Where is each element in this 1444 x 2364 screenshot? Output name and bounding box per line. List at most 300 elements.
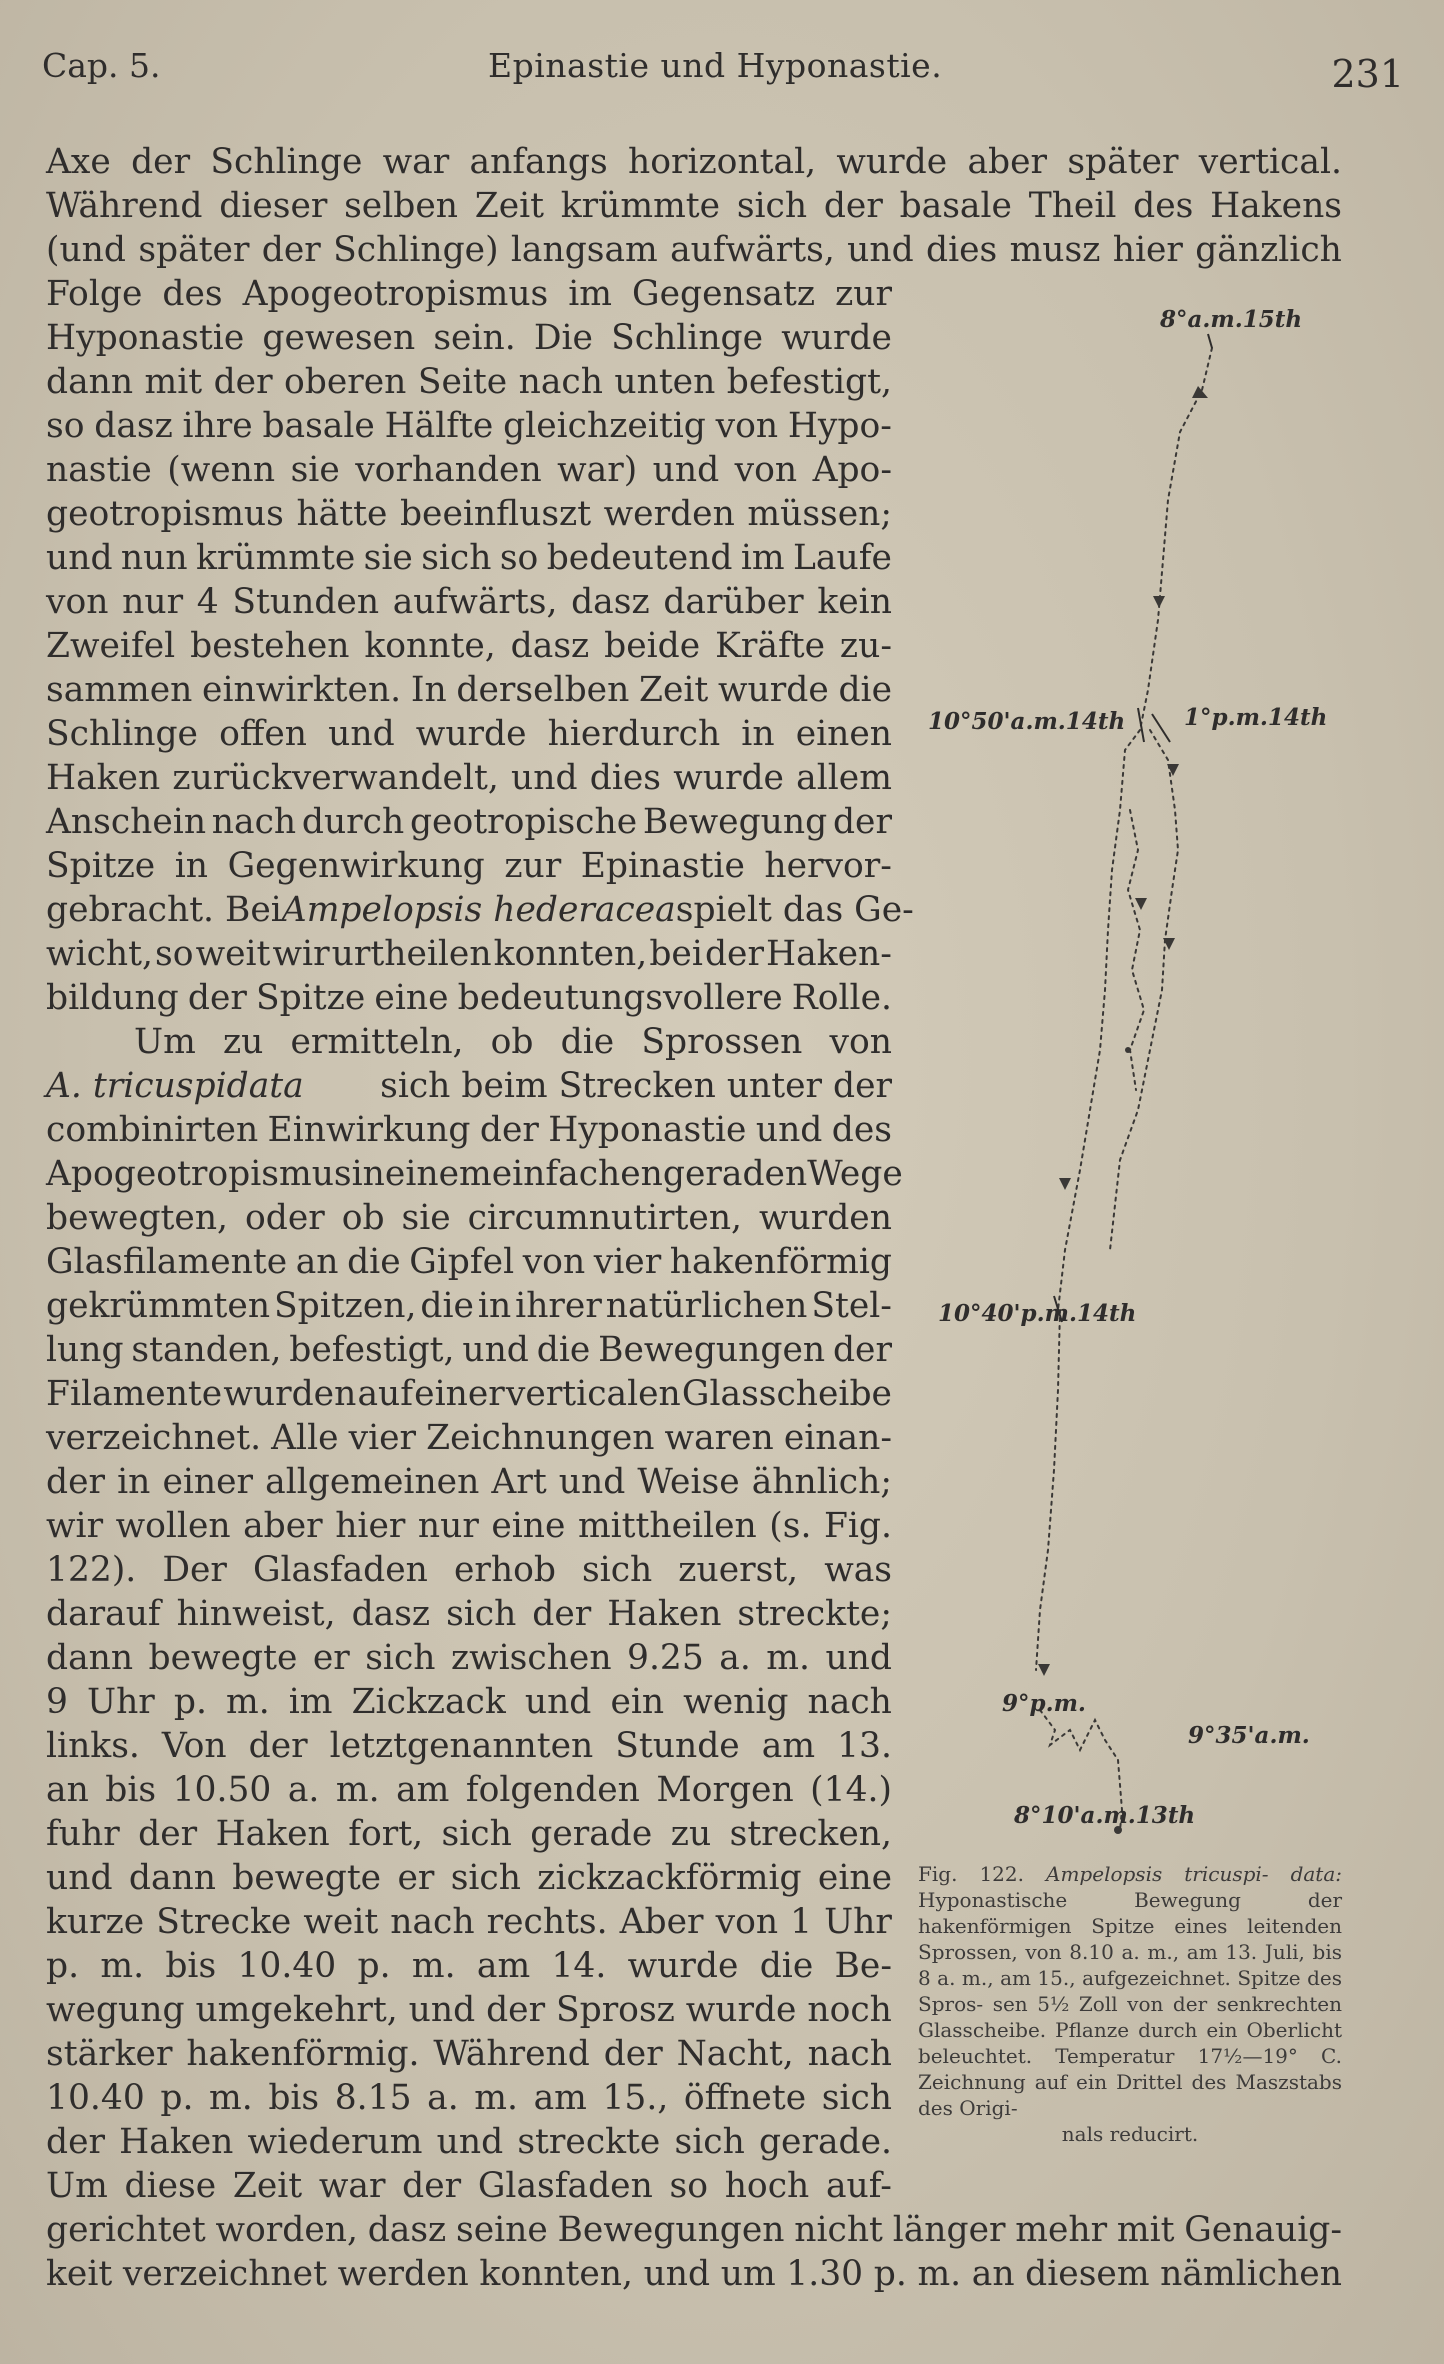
word: im — [288, 1682, 333, 1722]
word: wir — [272, 934, 330, 974]
word: hier — [335, 1506, 406, 1546]
word: die — [420, 1286, 474, 1326]
text-line — [46, 668, 892, 712]
word: Apo- — [812, 450, 892, 490]
word: Bewegung — [642, 802, 828, 842]
text-line — [46, 1680, 892, 1724]
word: allgemeinen — [265, 1462, 480, 1502]
word: standen, — [131, 1330, 282, 1370]
arrow-head — [1192, 386, 1208, 398]
trace-zigzag-14 — [1128, 810, 1144, 1090]
word: zuerst, — [678, 1550, 799, 1590]
word: darüber — [663, 582, 804, 622]
word: im — [568, 274, 613, 314]
arrow-head — [1153, 596, 1165, 608]
word: hoch — [724, 2166, 810, 2206]
caption-text: Drittel des Maszstabs des Origi- — [918, 2070, 1342, 2120]
word: bis — [105, 1770, 157, 1810]
word: bewegte — [148, 1638, 298, 1678]
trace-tick — [1208, 334, 1212, 348]
word: stärker — [46, 2034, 173, 2074]
caption-text: sen 5½ Zoll von der senkrechten — [992, 1992, 1343, 2016]
word: Stel- — [811, 1286, 892, 1326]
word: der — [832, 802, 892, 842]
text-line — [46, 1592, 892, 1636]
text-line — [46, 2076, 892, 2120]
word: (s. — [769, 1506, 812, 1546]
arrow-head — [1135, 898, 1147, 910]
word: hakenförmig. — [186, 2034, 420, 2074]
text-line — [46, 272, 892, 316]
word: und — [408, 1990, 476, 2030]
word: m. — [411, 1946, 456, 1986]
figure-caption — [918, 1861, 1342, 2147]
word: Schlinge — [210, 142, 363, 182]
word: oder — [244, 1198, 325, 1238]
word: was — [824, 1550, 892, 1590]
text-line — [46, 1372, 892, 1416]
word: streckte; — [737, 1594, 892, 1634]
word: sich — [450, 1858, 521, 1898]
word: bewegten, — [46, 1198, 229, 1238]
word: mit — [144, 362, 203, 402]
word: eine — [491, 1506, 566, 1546]
word: beide — [604, 626, 701, 666]
text-line — [46, 624, 892, 668]
word: Haken — [215, 1814, 330, 1854]
word: m. — [209, 2078, 253, 2118]
word: einer — [162, 1462, 254, 1502]
text-line — [46, 1460, 892, 1504]
word: Weise — [637, 1462, 740, 1502]
text-line — [46, 932, 892, 976]
word: Sprossen — [641, 1022, 803, 1062]
word: und — [436, 2122, 504, 2162]
word: gekrümmten — [46, 1286, 271, 1326]
word: die — [759, 1946, 814, 1986]
word: die — [347, 1242, 401, 1282]
text-line — [46, 536, 892, 580]
text-segment: gebracht. Bei — [46, 890, 282, 930]
trace-zigzag-13 — [1040, 1710, 1118, 1760]
word: keit — [46, 2254, 113, 2294]
word: ob — [341, 1198, 385, 1238]
word: 1.30 — [786, 2254, 864, 2294]
word: waren — [664, 1418, 774, 1458]
word: urtheilen — [331, 934, 492, 974]
word: in — [174, 846, 209, 886]
arrow-head — [1167, 764, 1179, 776]
word: einen — [795, 714, 892, 754]
word: oberen — [283, 362, 407, 402]
word: Spitze — [46, 846, 156, 886]
word: der — [261, 230, 321, 270]
word: mittheilen — [577, 1506, 757, 1546]
text-line — [46, 316, 892, 360]
word: 14. — [551, 1946, 607, 1986]
word: sich — [446, 1594, 517, 1634]
word: nach — [211, 802, 297, 842]
text-line — [46, 580, 892, 624]
text-line — [46, 844, 892, 888]
text-line — [46, 1196, 892, 1240]
word: Zeit — [474, 186, 545, 226]
word: der — [46, 1462, 105, 1502]
word: wurde — [836, 142, 948, 182]
word: der — [138, 1814, 198, 1854]
word: Zweifel — [46, 626, 176, 666]
word: Wege — [807, 1154, 903, 1194]
word: von — [715, 1902, 779, 1942]
word: Zeit — [639, 670, 709, 710]
word: Während — [46, 186, 203, 226]
word: Genauig- — [1184, 2210, 1342, 2250]
word: der — [46, 2122, 105, 2162]
word: nastie — [46, 450, 152, 490]
word: circumnutirten, — [467, 1198, 743, 1238]
word: 13. — [837, 1726, 892, 1766]
text-line — [46, 976, 892, 1020]
word: einan- — [783, 1418, 892, 1458]
word: Glasfaden — [252, 1550, 428, 1590]
word: sie — [363, 538, 413, 578]
word: Haken- — [766, 934, 892, 974]
word: Apogeotropismus — [242, 274, 549, 314]
word: darauf — [46, 1594, 161, 1634]
word: zur — [504, 846, 562, 886]
species-name: Ampelopsis hederacea — [281, 890, 676, 930]
word: eine — [817, 1858, 892, 1898]
text-line — [46, 1328, 892, 1372]
word: so — [155, 934, 194, 974]
word: bei — [649, 934, 703, 974]
text-line — [46, 492, 892, 536]
word: ähnlich; — [751, 1462, 892, 1502]
text-line — [46, 1240, 892, 1284]
text-line — [46, 184, 1342, 228]
word: nach — [390, 1902, 475, 1942]
word: hätte — [296, 494, 388, 534]
word: und — [558, 1462, 626, 1502]
word: rechts. — [486, 1902, 608, 1942]
word: Hakens — [1210, 186, 1342, 226]
word: Stunden — [232, 582, 380, 622]
word: krümmte — [560, 186, 721, 226]
word: ihrer — [515, 1286, 602, 1326]
word: an — [295, 1242, 339, 1282]
word: wir — [46, 1506, 104, 1546]
time-label-8am-15: 8°a.m.15th — [1160, 306, 1303, 333]
word: m. — [335, 1770, 380, 1810]
word: so — [499, 538, 539, 578]
word: bis — [165, 1946, 217, 1986]
word: sich — [736, 186, 808, 226]
word: geraden — [662, 1154, 808, 1194]
word: m. — [226, 1682, 270, 1722]
word: Epinastie — [580, 846, 745, 886]
text-line — [46, 1108, 892, 1152]
caption-text: am 13. Juli, bis 8 a. m., am 15., — [918, 1940, 1342, 1990]
word: Axe — [46, 142, 111, 182]
word: wurde — [673, 758, 784, 798]
word: nämlichen — [1160, 2254, 1342, 2294]
word: nun — [120, 538, 188, 578]
word: nur — [417, 1506, 479, 1546]
word: sein. — [433, 318, 516, 358]
word: von — [522, 1242, 586, 1282]
text-line — [46, 1284, 892, 1328]
trace-night-15 — [1140, 348, 1212, 730]
word: bewegte — [232, 1858, 382, 1898]
word: combinirten — [46, 1110, 259, 1150]
time-label-1040pm-14: 10°40'p.m.14th — [938, 1300, 1137, 1327]
word: Laufe — [793, 538, 892, 578]
text-line — [46, 800, 892, 844]
word: so — [669, 2166, 708, 2206]
word: am — [476, 1946, 531, 1986]
text-line-mixed — [46, 888, 914, 932]
text-line — [46, 2164, 892, 2208]
text-line — [46, 1988, 892, 2032]
word: Art — [491, 1462, 547, 1502]
word: mit — [1116, 2210, 1175, 2250]
word: an — [46, 1770, 89, 1810]
word: wegung — [46, 1990, 185, 2030]
word: von — [734, 450, 798, 490]
word: Der — [162, 1550, 227, 1590]
caption-text: Glasscheibe. Pflanze durch ein — [918, 2018, 1238, 2042]
word: bedeutungsvollere — [457, 978, 783, 1018]
word: basale — [899, 186, 1012, 226]
caption-text: nals reducirt. — [1061, 2122, 1199, 2146]
text-line — [46, 1636, 892, 1680]
text-line — [46, 1020, 892, 1064]
word: Schlinge — [46, 714, 198, 754]
word: der — [479, 1110, 539, 1150]
word: verzeichnet. — [46, 1418, 262, 1458]
text-line — [46, 448, 892, 492]
time-label-9pm: 9°p.m. — [1002, 1690, 1086, 1717]
word: m. — [474, 2078, 518, 2118]
word: a. — [427, 2078, 459, 2118]
word: Um — [134, 1022, 196, 1062]
text-line — [46, 1416, 892, 1460]
word: Während — [433, 2034, 590, 2074]
word: Be- — [834, 1946, 892, 1986]
word: wicht, — [46, 934, 153, 974]
word: ermitteln, — [290, 1022, 464, 1062]
word: zurückverwandelt, — [172, 758, 499, 798]
word: des — [831, 1110, 892, 1150]
word: vorhanden — [355, 450, 542, 490]
word: Stunde — [615, 1726, 740, 1766]
word: in — [477, 1286, 512, 1326]
word: hervor- — [764, 846, 892, 886]
word: später — [1067, 142, 1179, 182]
word: mehr — [1015, 2210, 1108, 2250]
word: werden — [337, 2254, 469, 2294]
time-label-1pm-14: 1°p.m.14th — [1184, 704, 1328, 731]
word: der — [823, 186, 883, 226]
word: eine — [374, 978, 449, 1018]
word: Strecke — [156, 1902, 292, 1942]
word: letztgenannten — [329, 1726, 594, 1766]
word: Bewegungen — [557, 2210, 785, 2250]
word: krümmte — [195, 538, 356, 578]
word: dann — [46, 362, 134, 402]
word: m. — [766, 1638, 810, 1678]
word: Zickzack — [351, 1682, 506, 1722]
word: vier — [348, 1418, 417, 1458]
trace-line-13 — [1036, 1310, 1060, 1670]
word: Gegenwirkung — [227, 846, 485, 886]
word: gerade. — [758, 2122, 892, 2162]
word: und — [524, 1682, 592, 1722]
word: Zeit — [232, 2166, 303, 2206]
word: aufwärts, — [670, 230, 835, 270]
word: die — [536, 1330, 591, 1370]
word: Hyponastie — [548, 1110, 747, 1150]
text-line — [46, 1812, 892, 1856]
caption-species: Ampelopsis tricuspi- — [1046, 1862, 1269, 1886]
word: Glasscheibe — [681, 1374, 892, 1414]
word: geotropische — [409, 802, 638, 842]
word: am — [761, 1726, 816, 1766]
word: aber — [243, 1506, 323, 1546]
word: Filamente — [46, 1374, 223, 1414]
text-line — [46, 360, 892, 404]
word: bestehen — [190, 626, 350, 666]
word: selben — [344, 186, 458, 226]
word: nicht — [794, 2210, 883, 2250]
word: war) — [557, 450, 638, 490]
word: In — [410, 670, 447, 710]
word: Fig. — [823, 1506, 892, 1546]
word: der — [248, 1726, 308, 1766]
word: der — [187, 978, 247, 1018]
word: erhob — [453, 1550, 556, 1590]
word: lung — [46, 1330, 124, 1370]
word: vertical. — [1198, 142, 1342, 182]
word: und — [511, 758, 578, 798]
word: um — [720, 2254, 776, 2294]
text-line — [46, 712, 892, 756]
word: dies — [589, 758, 662, 798]
word: 1 — [790, 1902, 813, 1942]
text-line — [46, 2032, 892, 2076]
word: so — [46, 406, 85, 446]
figure-122 — [928, 290, 1340, 1850]
word: auf — [357, 1374, 414, 1414]
word: umgekehrt, — [195, 1990, 398, 2030]
word: nach — [807, 1682, 892, 1722]
word: Hypo- — [787, 406, 892, 446]
word: nur — [122, 582, 184, 622]
word: und — [46, 1858, 113, 1898]
word: fort, — [348, 1814, 424, 1854]
word: p. — [160, 2078, 194, 2118]
word: war — [318, 2166, 386, 2206]
word: durch — [301, 802, 405, 842]
word: gerichtet — [46, 2210, 206, 2250]
caption-fig-number: Fig. 122. — [918, 1862, 1024, 1886]
word: wurde — [415, 714, 527, 754]
word: des — [162, 274, 223, 314]
word: die — [838, 670, 892, 710]
word: 15., — [602, 2078, 669, 2118]
word: dasz — [571, 582, 650, 622]
word: gänzlich — [1195, 230, 1342, 270]
word: wurden — [223, 1374, 357, 1414]
caption-species: data: — [1290, 1862, 1343, 1886]
word: p. — [873, 2254, 907, 2294]
word: p. — [46, 1946, 80, 1986]
word: Uhr — [87, 1682, 155, 1722]
word: noch — [807, 1990, 892, 2030]
word: Sprosz — [555, 1990, 675, 2030]
word: Einwirkung — [267, 1110, 471, 1150]
word: streckte — [517, 2122, 661, 2162]
word: Uhr — [824, 1902, 892, 1942]
text-line — [46, 140, 1342, 184]
word: Gipfel — [409, 1242, 515, 1282]
word: verticalen — [505, 1374, 681, 1414]
word: Glasfilamente — [46, 1242, 288, 1282]
text-line — [46, 1724, 892, 1768]
page-number: 231 — [1331, 52, 1404, 96]
word: Kräfte — [715, 626, 825, 666]
word: zwischen — [450, 1638, 612, 1678]
word: p. — [357, 1946, 391, 1986]
word: 10.40 — [46, 2078, 145, 2118]
word: er — [397, 1858, 435, 1898]
word: an — [971, 2254, 1015, 2294]
word: ob — [490, 1022, 534, 1062]
word: vier — [593, 1242, 662, 1282]
text-line — [46, 228, 1342, 272]
word: 122). — [46, 1550, 137, 1590]
running-title: Epinastie und Hyponastie. — [488, 46, 943, 85]
word: der — [402, 2166, 462, 2206]
text-line — [46, 1768, 892, 1812]
word: der — [131, 142, 191, 182]
word: dann — [46, 1638, 134, 1678]
word: 4 — [196, 582, 219, 622]
word: musz — [1009, 230, 1101, 270]
word: und — [462, 1330, 529, 1370]
time-label-1050am-14: 10°50'a.m.14th — [928, 708, 1126, 735]
word: 10.50 — [172, 1770, 272, 1810]
text-line — [46, 1856, 892, 1900]
time-label-935am: 9°35'a.m. — [1188, 1722, 1310, 1749]
word: Spitzen, — [274, 1286, 417, 1326]
word: der — [213, 362, 273, 402]
word: Aber — [619, 1902, 704, 1942]
word: sie — [401, 1198, 451, 1238]
word: sich — [674, 2122, 745, 2162]
text-line — [46, 2208, 1342, 2252]
word: Die — [533, 318, 593, 358]
word: aufwärts, — [392, 582, 558, 622]
word: müssen; — [747, 494, 892, 534]
text-line — [46, 404, 892, 448]
word: und — [652, 450, 720, 490]
word: Hälfte — [384, 406, 494, 446]
word: gewesen — [262, 318, 416, 358]
word: zur — [835, 274, 892, 314]
word: wurde — [685, 1990, 797, 2030]
word: Anschein — [46, 802, 207, 842]
